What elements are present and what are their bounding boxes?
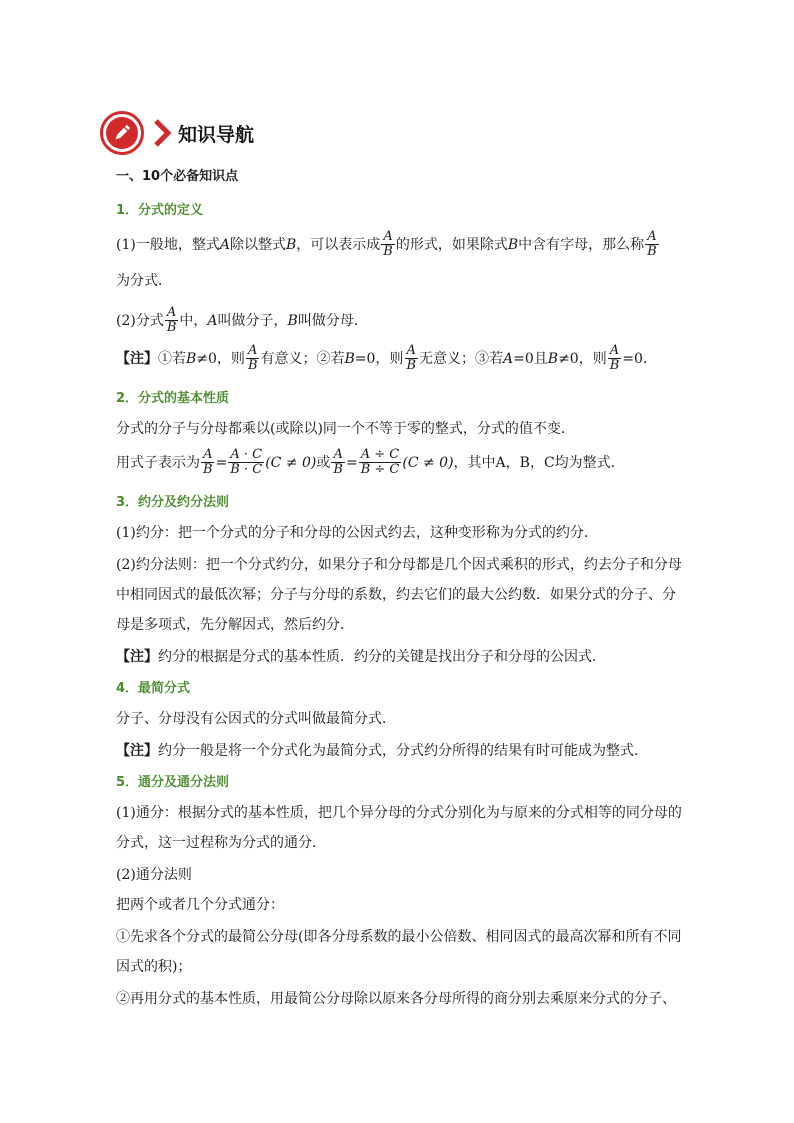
fraction-a-over-b: $\frac{A}{B}$ xyxy=(247,343,258,374)
s5-para4-line2: 因式的积)； xyxy=(116,959,192,975)
section-4-title: 4．最简分式 xyxy=(116,681,191,696)
s3-para2-line3: 母是多项式，先分解因式，然后约分． xyxy=(116,617,354,633)
section-1-title: 1．分式的定义 xyxy=(116,203,204,218)
s2-formula: 用式子表示为 $\frac{A}{B}$ = $\frac{A \cdot C}{B \cdot C}$ (C ≠ 0)或 $\frac{A}{B}$ = $\frac{A \div C}{B \div C}$ (C ≠ 0)，其中A，B，C均为整式． xyxy=(116,447,625,478)
s5-para1-line2: 分式，这一过程称为分式的通分． xyxy=(116,835,326,851)
fraction-a-over-b: $\frac{A}{B}$ xyxy=(383,229,393,260)
fraction-a-over-b: $\frac{A}{B}$ xyxy=(333,447,343,478)
s1-para1-line1: (1)一般地，整式A除以整式B，可以表示成 $\frac{A}{B}$ 的形式，如果除式B中含有字母，那么称 $\frac{A}{B}$ xyxy=(116,229,657,260)
section-3-title: 3．约分及约分法则 xyxy=(116,495,230,510)
s4-note: 【注】约分一般是将一个分式化为最简分式，分式约分所得的结果有时可能成为整式． xyxy=(116,743,648,759)
section-5-title: 5．通分及通分法则 xyxy=(116,775,230,790)
s5-para3: 把两个或者几个分式通分： xyxy=(116,897,284,913)
s3-para2-line1: (2)约分法则：把一个分式约分，如果分子和分母都是几个因式乘积的形式，约去分子和分母 xyxy=(116,557,682,573)
chevron-right-icon xyxy=(152,118,172,148)
s4-para1: 分子、分母没有公因式的分式叫做最简分式． xyxy=(116,711,396,727)
header-title: 知识导航 xyxy=(178,123,255,146)
fraction-a-over-b: $\frac{A}{B}$ xyxy=(406,343,416,374)
s3-note: 【注】约分的根据是分式的基本性质．约分的关键是找出分子和分母的公因式． xyxy=(116,649,606,665)
s1-para1-line2: 为分式． xyxy=(116,273,172,289)
s5-para4-line1: ①先求各个分式的最简公分母(即各分母系数的最小公倍数、相同因式的最高次幂和所有不同 xyxy=(116,929,682,945)
section-header xyxy=(100,110,254,156)
fraction-a-over-b: $\frac{A}{B}$ xyxy=(203,447,213,478)
s1-para2: (2)分式 $\frac{A}{B}$ 中，A叫做分子，B叫做分母． xyxy=(116,305,368,336)
s1-note: 【注】①若B≠0，则 $\frac{A}{B}$ 有意义；②若B=0，则 $\frac{A}{B}$ 无意义；③若A=0且B≠0，则 $\frac{A}{B}$ =0． xyxy=(116,343,657,374)
s5-para1-line1: (1)通分：根据分式的基本性质，把几个异分母的分式分别化为与原来的分式相等的同分母的 xyxy=(116,805,682,821)
fraction-a-over-b: $\frac{A}{B}$ xyxy=(609,343,620,374)
pencil-icon xyxy=(106,117,138,149)
header-badge xyxy=(100,111,144,155)
fraction-ac-over-bc: $\frac{A \cdot C}{B \cdot C}$ xyxy=(230,447,263,478)
s3-para2-line2: 中相同因式的最低次幂；分子与分母的系数，约去它们的最大公约数．如果分式的分子、分 xyxy=(116,587,676,603)
s2-para1: 分式的分子与分母都乘以(或除以)同一个不等于零的整式，分式的值不变． xyxy=(116,421,575,437)
intro-heading: 一、10个必备知识点 xyxy=(116,169,239,184)
fraction-a-over-b: $\frac{A}{B}$ xyxy=(166,305,177,336)
fraction-adivc-over-bdivc: $\frac{A \div C}{B \div C}$ xyxy=(360,447,400,478)
s5-para5: ②再用分式的基本性质，用最简公分母除以原来各分母所得的商分别去乘原来分式的分子、 xyxy=(116,991,676,1007)
s5-para2: (2)通分法则 xyxy=(116,867,192,883)
fraction-a-over-b: $\frac{A}{B}$ xyxy=(647,229,657,260)
section-2-title: 2．分式的基本性质 xyxy=(116,391,230,406)
s3-para1: (1)约分：把一个分式的分子和分母的公因式约去，这种变形称为分式的约分． xyxy=(116,525,598,541)
